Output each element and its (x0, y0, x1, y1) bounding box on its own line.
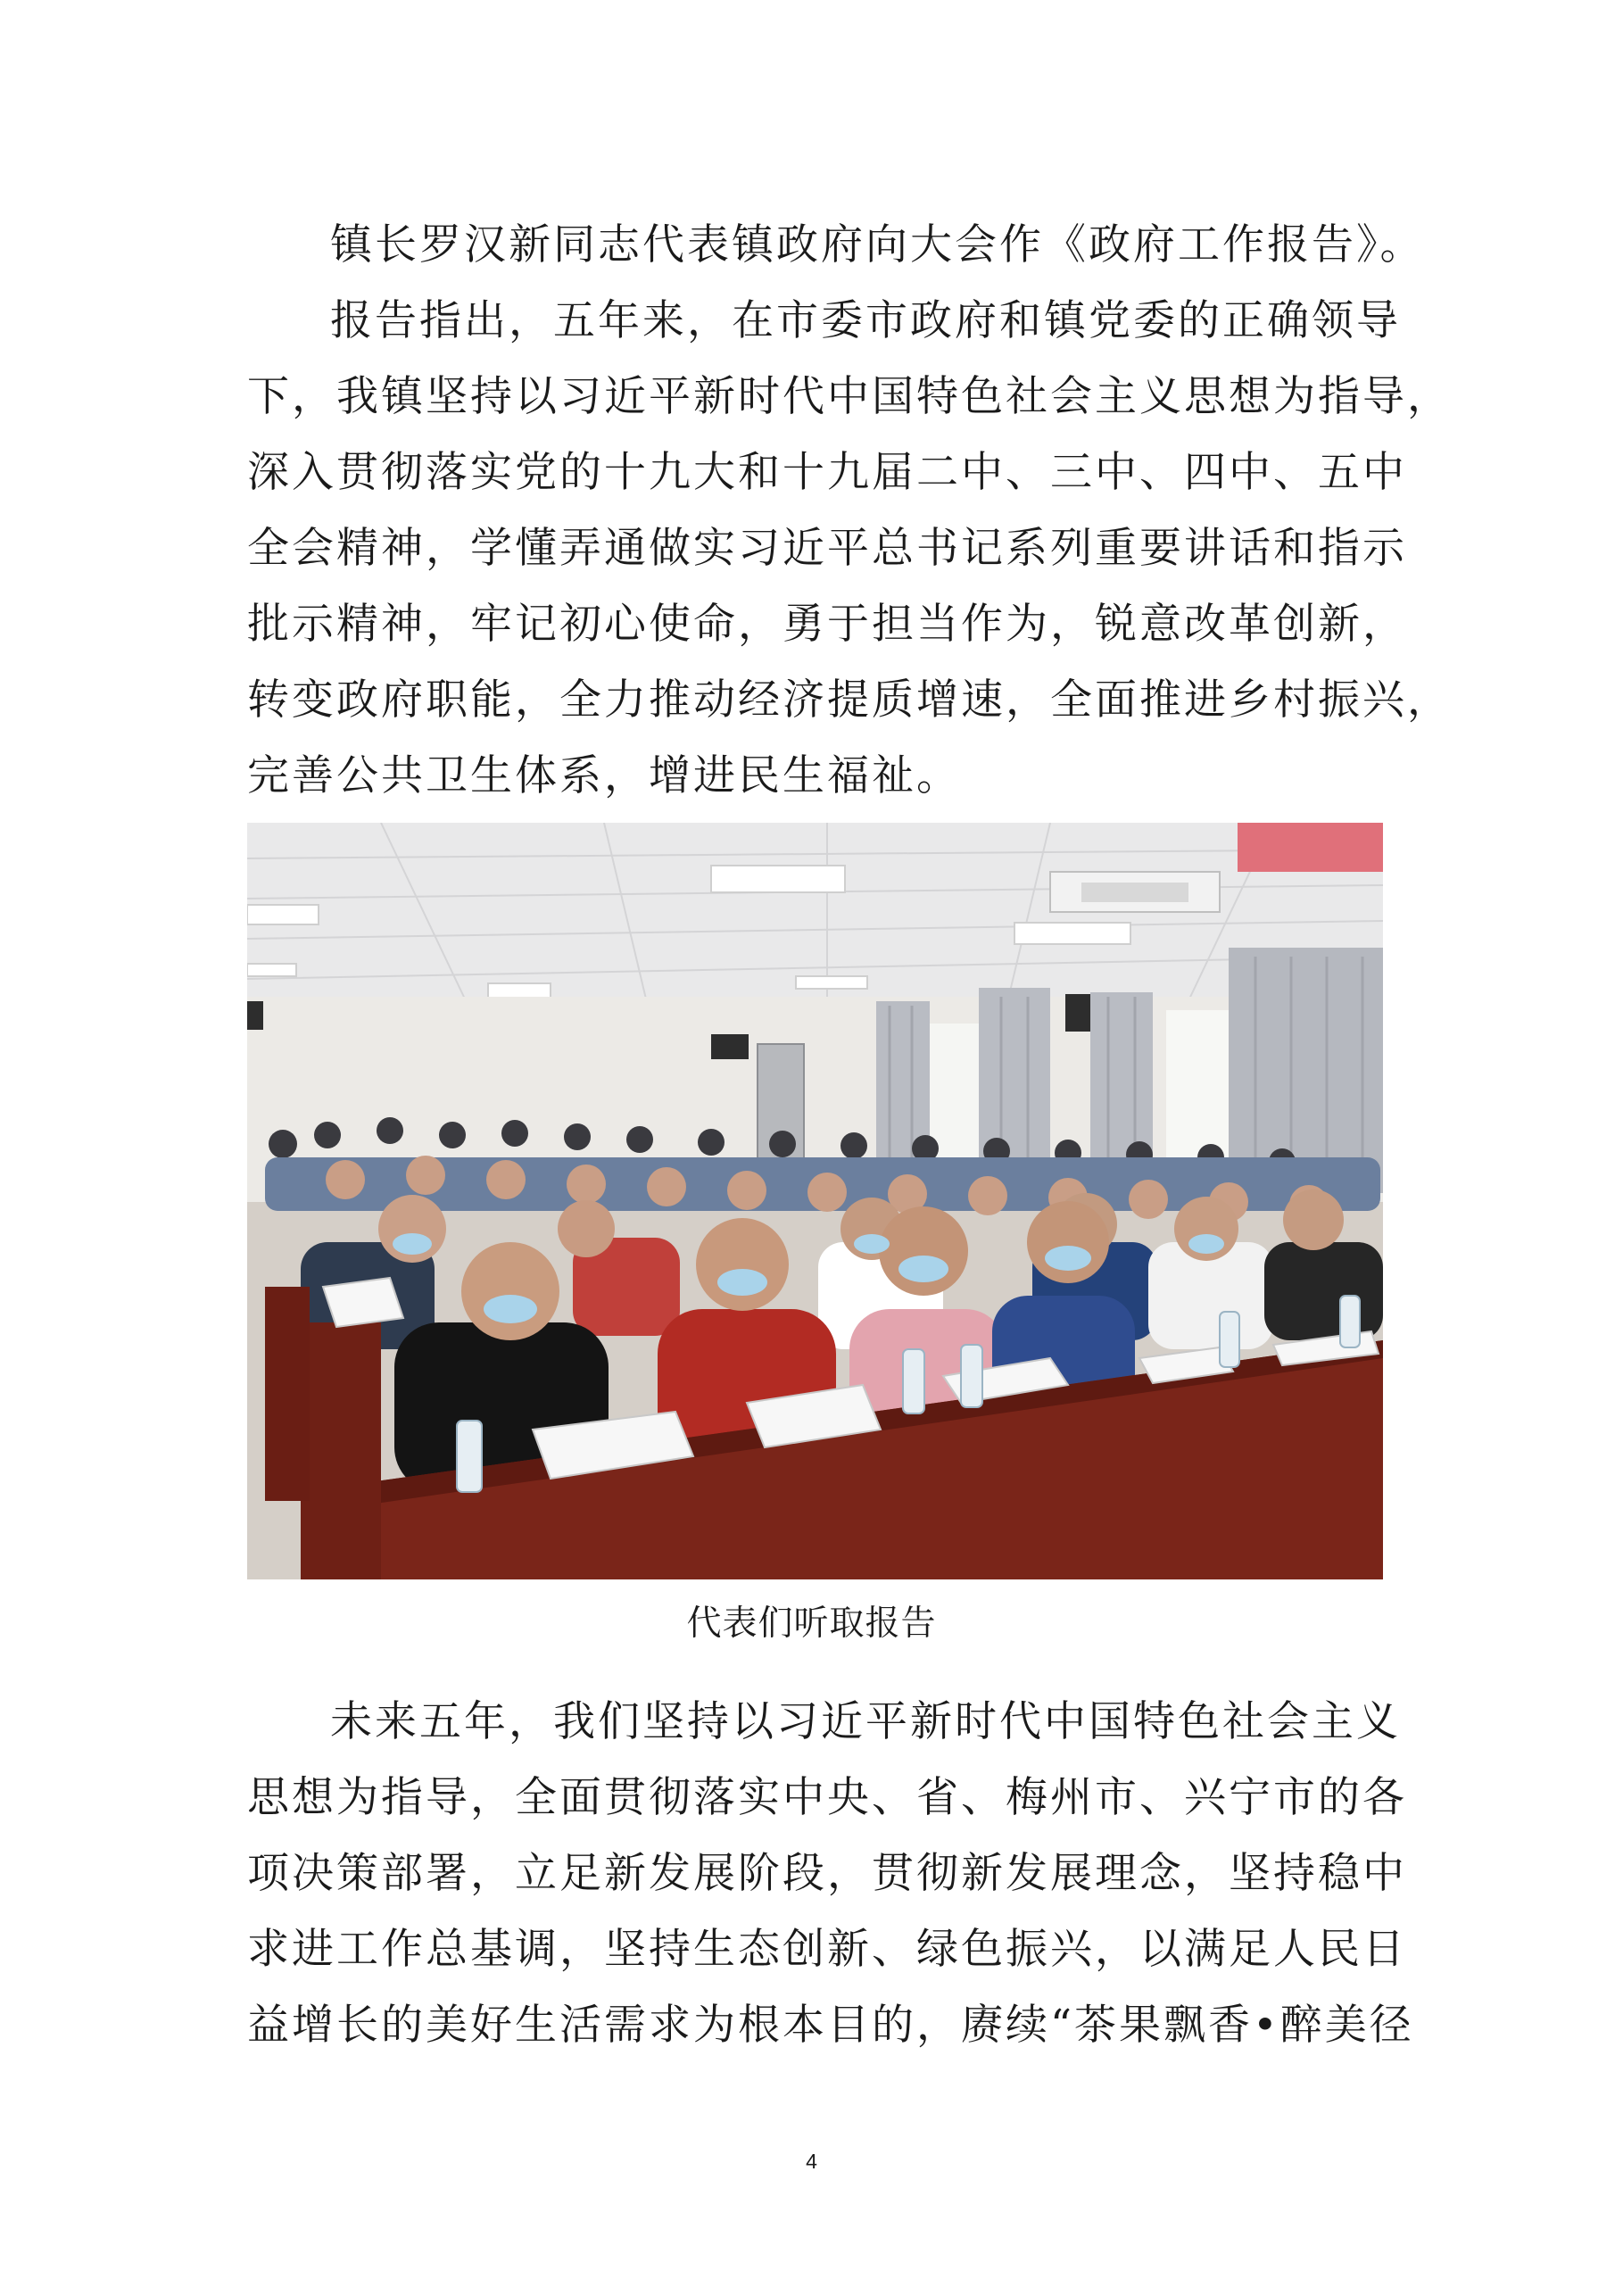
paragraph-line: 下，我镇坚持以习近平新时代中国特色社会主义思想为指导， (247, 372, 1452, 421)
paragraph-line: 益增长的美好生活需求为根本目的，赓续“茶果飘香•醉美径 (247, 2001, 1414, 2050)
paragraph-line: 完善公共卫生体系，增进民生福祉。 (247, 751, 961, 800)
meeting-hall-illustration (247, 823, 1383, 1579)
paragraph-line: 深入贯彻落实党的十九大和十九届二中、三中、四中、五中 (247, 448, 1407, 497)
paragraph-line: 项决策部署，立足新发展阶段，贯彻新发展理念，坚持稳中 (247, 1849, 1407, 1898)
paragraph-line: 转变政府职能，全力推动经济提质增速，全面推进乡村振兴， (247, 676, 1452, 725)
meeting-photo (247, 823, 1383, 1579)
page-number: 4 (806, 2150, 817, 2173)
paragraph-line: 思想为指导，全面贯彻落实中央、省、梅州市、兴宁市的各 (247, 1773, 1407, 1822)
paragraph-line: 全会精神，学懂弄通做实习近平总书记系列重要讲话和指示 (247, 524, 1407, 573)
paragraph-line: 报告指出，五年来，在市委市政府和镇党委的正确领导 (330, 296, 1401, 345)
paragraph-line: 镇长罗汉新同志代表镇政府向大会作《政府工作报告》。 (330, 220, 1425, 269)
paragraph-line: 批示精神，牢记初心使命，勇于担当作为，锐意改革创新， (247, 600, 1407, 649)
paragraph-line: 求进工作总基调，坚持生态创新、绿色振兴，以满足人民日 (247, 1925, 1407, 1974)
photo-caption: 代表们听取报告 (686, 1604, 937, 1644)
paragraph-line: 未来五年，我们坚持以习近平新时代中国特色社会主义 (330, 1697, 1401, 1746)
